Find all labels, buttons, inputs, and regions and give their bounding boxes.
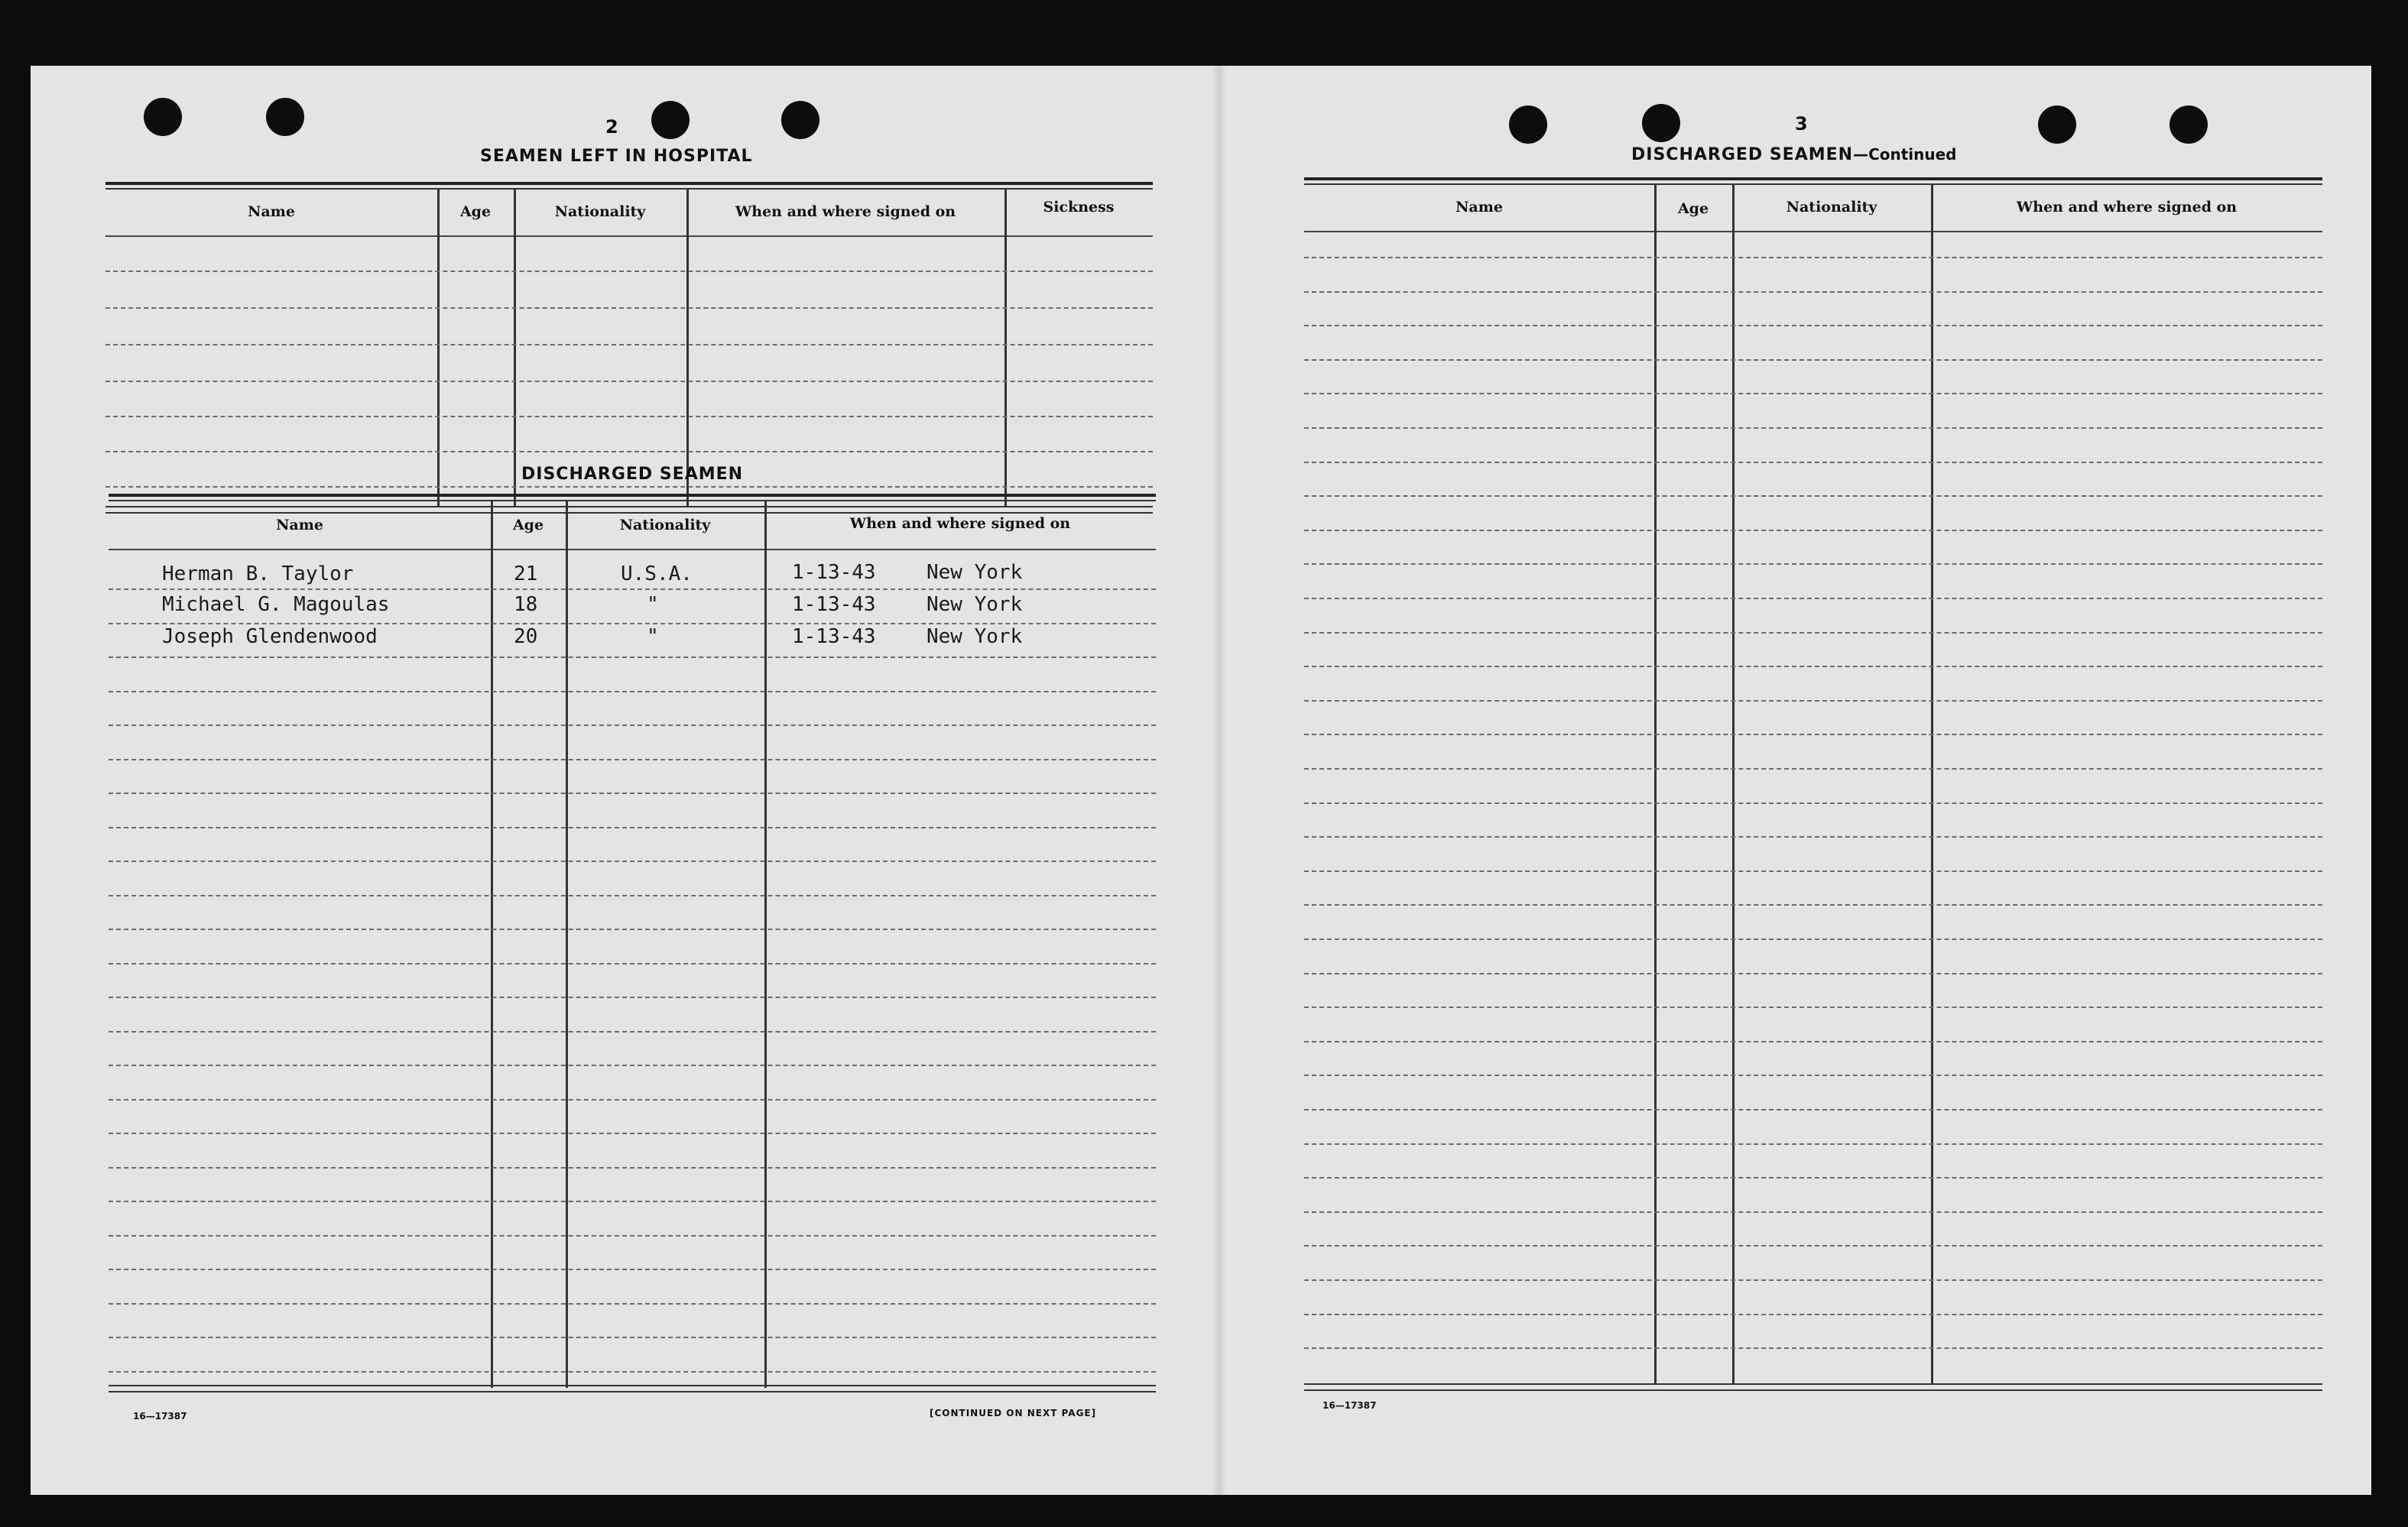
punch-hole [1642,104,1680,142]
ruled-line [1304,563,2322,565]
punch-hole [651,101,690,139]
hospital-col-age: Age [459,203,492,220]
form-number: 16—17387 [1322,1400,1377,1411]
discharged-section-title: DISCHARGED SEAMEN [521,465,744,484]
discharged-col-signed-on: When and where signed on [849,515,1071,532]
ruled-line [109,657,1156,658]
ruled-line [109,793,1156,794]
ruled-line [109,1031,1156,1033]
continued-col-nationality: Nationality [1786,199,1877,216]
ruled-line [1304,1279,2322,1281]
document-scan [31,66,2371,1495]
ruled-line [1304,598,2322,599]
hospital-section-title: SEAMEN LEFT IN HOSPITAL [480,147,753,166]
ruled-line [109,1303,1156,1305]
ruled-line [109,623,1156,624]
ruled-line [1304,393,2322,394]
left-page [31,66,1214,1495]
discharged-col-name: Name [276,517,323,533]
right-page [1226,66,2371,1495]
ruled-line [109,895,1156,896]
punch-hole [2169,105,2208,144]
ruled-line [1304,1041,2322,1042]
discharged-row-3-nationality: " [647,625,659,648]
ruled-line [109,588,1156,590]
ruled-line [1304,325,2322,326]
ruled-line [109,997,1156,998]
punch-hole [2038,105,2076,144]
discharged-row-2-name: Michael G. Magoulas [162,593,390,616]
ruled-line [1304,939,2322,940]
discharged-row-1-nationality: U.S.A. [621,562,693,585]
page-number: 2 [605,116,618,138]
ruled-line [1304,904,2322,906]
ruled-line [109,1235,1156,1237]
ruled-line [109,1371,1156,1373]
continued-col-name: Name [1456,199,1503,216]
ruled-line [1304,1314,2322,1315]
ruled-line [109,1337,1156,1338]
ruled-line [1304,495,2322,497]
form-number: 16—17387 [133,1411,187,1422]
ruled-line [109,725,1156,726]
punch-hole [144,98,182,136]
discharged-col-age: Age [512,517,544,533]
discharged-row-3-place: New York [927,625,1023,648]
ruled-line [1304,802,2322,804]
ruled-line [109,759,1156,760]
punch-hole [781,101,819,139]
ruled-line [109,1201,1156,1202]
hospital-col-nationality: Nationality [554,203,646,220]
discharged-row-2-nationality: " [647,593,659,616]
discharged-row-2-place: New York [927,593,1023,616]
discharged-row-1-place: New York [927,561,1023,584]
ruled-line [109,861,1156,862]
ruled-line [1304,870,2322,872]
discharged-col-nationality: Nationality [619,517,711,533]
ruled-line [1304,530,2322,531]
ruled-line [109,1133,1156,1134]
ruled-line [1304,291,2322,293]
ruled-line [1304,1075,2322,1076]
page-fold [1212,66,1226,1495]
hospital-col-sickness: Sickness [1043,199,1115,216]
hospital-col-name: Name [248,203,295,220]
discharged-table [109,494,1156,1396]
punch-hole [266,98,304,136]
ruled-line [1304,768,2322,770]
ruled-line [109,929,1156,930]
ruled-line [1304,1245,2322,1247]
discharged-row-3-name: Joseph Glendenwood [162,625,378,648]
discharged-continued-title [1631,145,1957,164]
ruled-line [1304,1211,2322,1213]
continued-col-signed-on: When and where signed on [2016,199,2238,216]
hospital-col-signed-on: When and where signed on [735,203,956,220]
ruled-line [1304,973,2322,974]
discharged-row-3-date: 1-13-43 [792,625,876,648]
ruled-line [109,963,1156,965]
ruled-line [109,1065,1156,1066]
punch-hole [1509,105,1547,144]
ruled-line [1304,1347,2322,1349]
ruled-line [1304,1143,2322,1145]
ruled-line [1304,1109,2322,1110]
ruled-line [109,691,1156,692]
discharged-row-1-date: 1-13-43 [792,561,876,584]
discharged-row-2-age: 18 [514,593,538,616]
page-number: 3 [1795,113,1808,135]
ruled-line [1304,427,2322,429]
ruled-line [1304,836,2322,838]
ruled-line [1304,257,2322,258]
ruled-line [1304,700,2322,702]
ruled-line [1304,666,2322,667]
title-suffix: —Continued [1853,145,1957,164]
title-main: DISCHARGED SEAMEN [1631,145,1854,164]
continued-note: [CONTINUED ON NEXT PAGE] [930,1408,1097,1418]
ruled-line [109,1099,1156,1101]
discharged-row-1-age: 21 [514,562,538,585]
discharged-continued-table [1304,177,2322,1392]
discharged-row-3-age: 20 [514,625,538,648]
ruled-line [1304,462,2322,463]
ruled-line [1304,1007,2322,1008]
ruled-line [109,1167,1156,1169]
ruled-line [1304,734,2322,735]
ruled-line [1304,1177,2322,1178]
ruled-line [1304,359,2322,361]
ruled-line [109,1269,1156,1270]
discharged-row-2-date: 1-13-43 [792,593,876,616]
ruled-line [1304,632,2322,634]
discharged-row-1-name: Herman B. Taylor [162,562,354,585]
ruled-line [109,827,1156,828]
continued-col-age: Age [1677,200,1709,217]
